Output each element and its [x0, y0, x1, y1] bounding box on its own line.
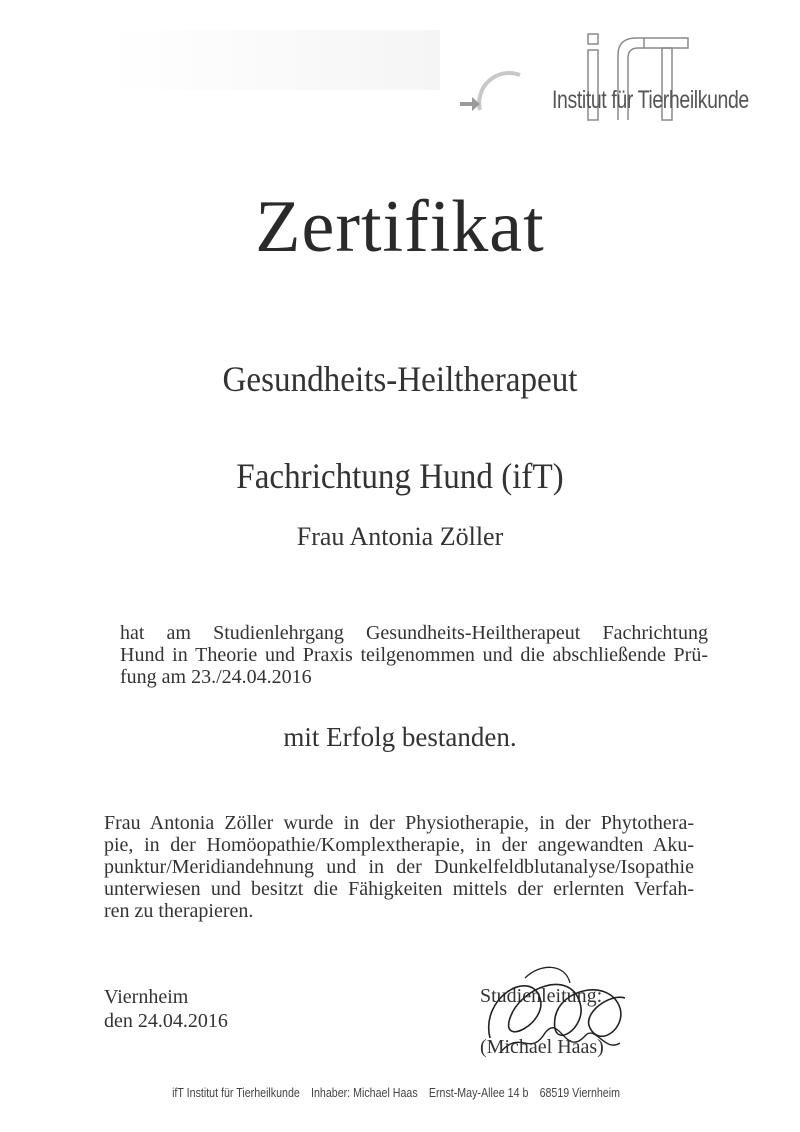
ift-logo-icon — [440, 30, 780, 130]
paragraph-line: Frau Antonia Zöller wurde in der Physiotherapie, in der Phytothera- — [104, 812, 694, 834]
signatory-name: (Michael Haas) — [480, 1036, 604, 1058]
paragraph-line: Hund in Theorie und Praxis teilgenommen und die abschließende Prü- — [120, 644, 708, 666]
place-and-date — [104, 985, 228, 1033]
footer-owner: Inhaber: Michael Haas — [310, 1085, 418, 1100]
footer-city: 68519 Viernheim — [539, 1085, 620, 1100]
footer — [0, 1085, 800, 1100]
certificate-title: Zertifikat — [255, 186, 545, 268]
paragraph-line: punktur/Meridiandehnung und in der Dunkelfeldblutanalyse/Isopathie — [104, 856, 694, 878]
paragraph-line: unterwiesen und besitzt die Fähigkeiten mittels der erlernten Verfah- — [104, 878, 694, 900]
footer-institute: ifT Institut für Tierheilkunde — [171, 1085, 300, 1100]
place: Viernheim — [104, 986, 189, 1008]
recipient-name: Frau Antonia Zöller — [296, 522, 504, 551]
signature-label: Studienleitung: — [480, 985, 603, 1007]
paragraph-line: fung am 23./24.04.2016 — [120, 666, 312, 688]
training-paragraph — [104, 812, 694, 922]
course-paragraph — [120, 622, 708, 688]
specialization-title: Fachrichtung Hund (ifT) — [236, 456, 564, 496]
date: den 24.04.2016 — [104, 1010, 228, 1032]
result-text: mit Erfolg bestanden. — [283, 722, 517, 752]
paragraph-line: pie, in der Homöopathie/Komplextherapie, in der angewandten Aku- — [104, 834, 694, 856]
paragraph-line: ren zu therapieren. — [104, 900, 254, 922]
logo-text: Institut für Tierheilkunde — [552, 86, 749, 114]
header-shade — [110, 30, 440, 90]
institute-logo — [440, 30, 780, 130]
footer-address: Ernst-May-Allee 14 b — [428, 1085, 529, 1100]
paragraph-line: hat am Studienlehrgang Gesundheits-Heiltherapeut Fachrichtung — [120, 622, 708, 644]
qualification-title: Gesundheits-Heiltherapeut — [222, 359, 578, 399]
